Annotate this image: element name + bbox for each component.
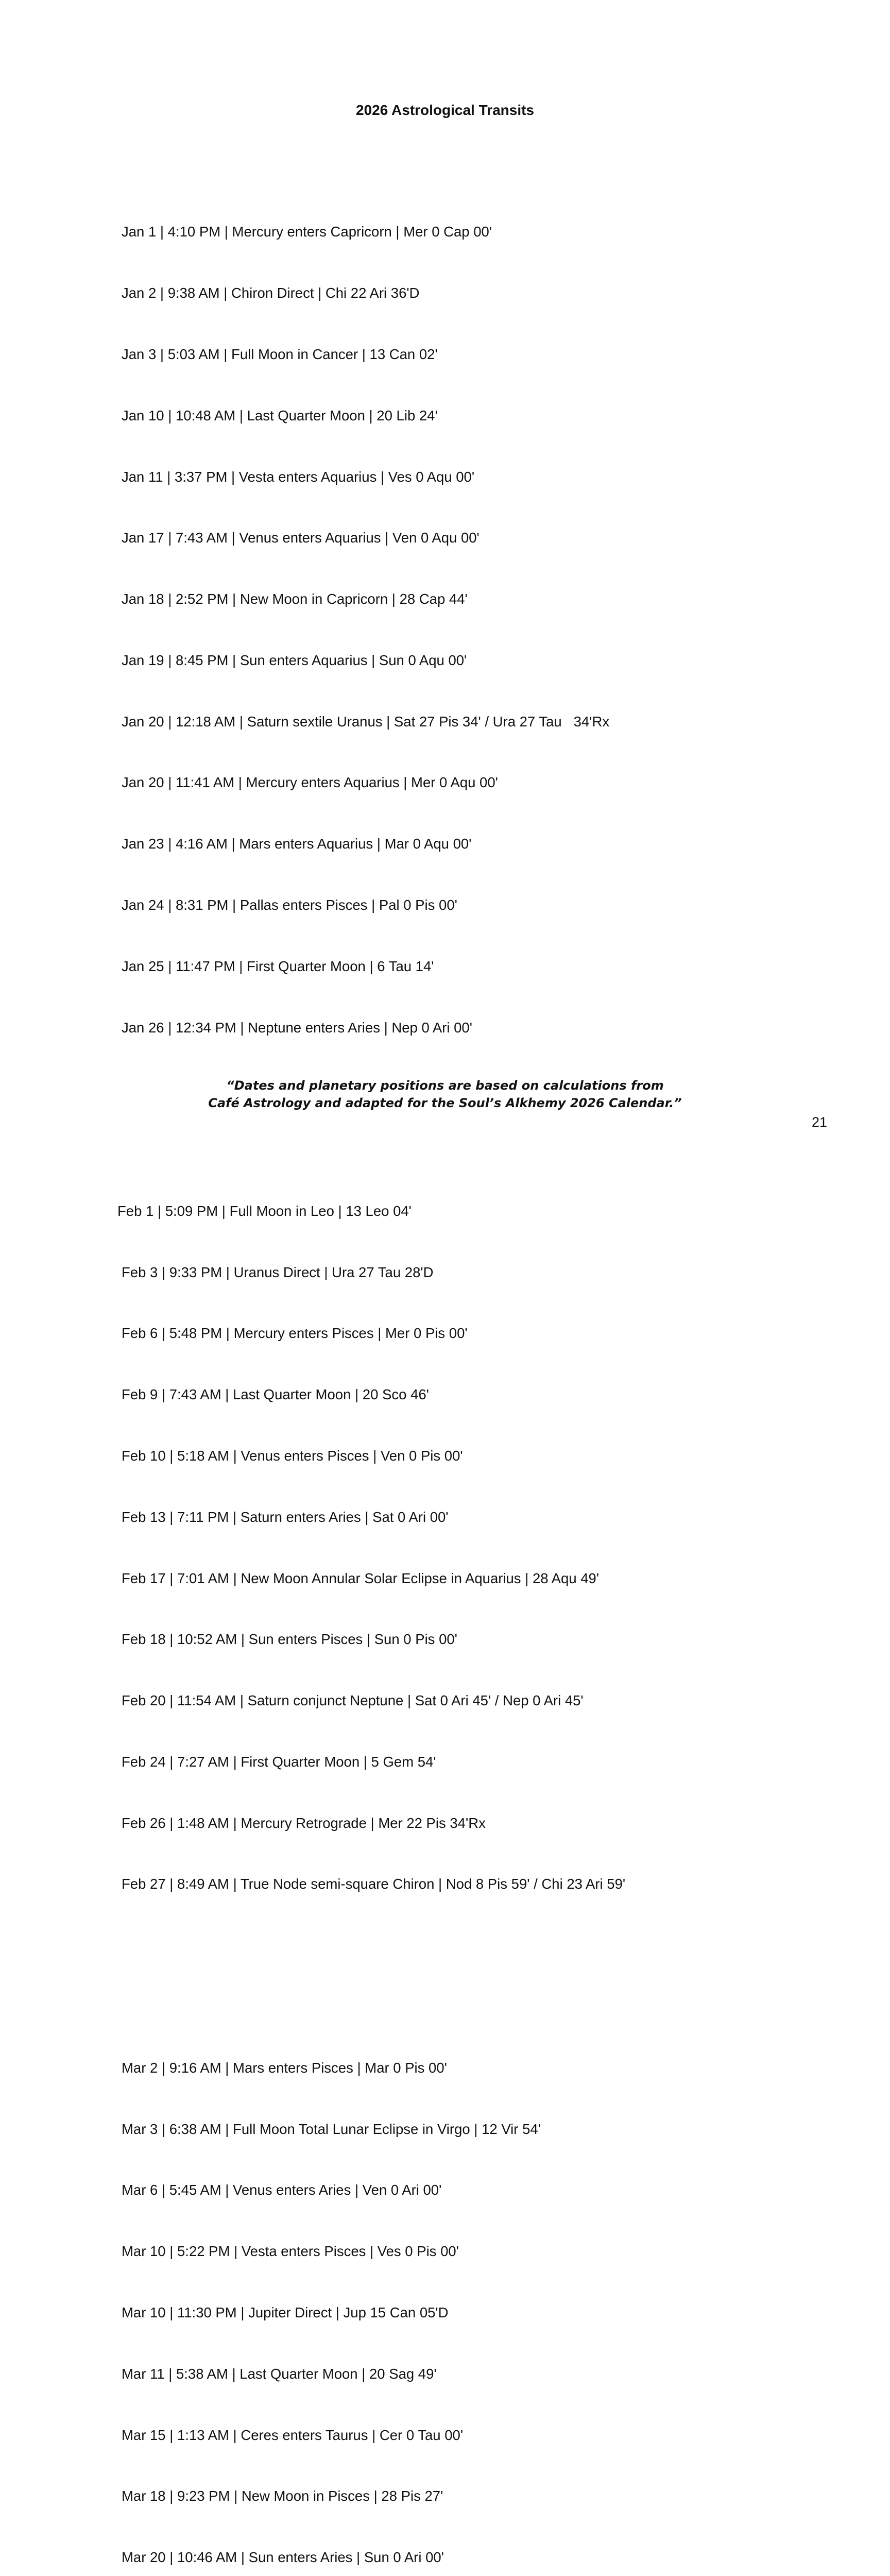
transit-entry: Jan 1 | 4:10 PM | Mercury enters Capricorn | Mer 0 Cap 00'	[122, 224, 492, 240]
transit-entry: Feb 3 | 9:33 PM | Uranus Direct | Ura 27 Tau 28'D	[122, 1264, 434, 1280]
transit-entry: Feb 9 | 7:43 AM | Last Quarter Moon | 20 Sco 46'	[122, 1386, 429, 1403]
transit-entry: Feb 13 | 7:11 PM | Saturn enters Aries | Sat 0 Ari 00'	[122, 1509, 449, 1525]
transit-entry: Feb 27 | 8:49 AM | True Node semi-square Chiron | Nod 8 Pis 59' / Chi 23 Ari 59'	[122, 1876, 626, 1892]
transit-entry: Jan 19 | 8:45 PM | Sun enters Aquarius | Sun 0 Aqu 00'	[122, 652, 467, 668]
transit-entry: Mar 2 | 9:16 AM | Mars enters Pisces | Mar 0 Pis 00'	[122, 2059, 447, 2076]
transit-entry: Jan 25 | 11:47 PM | First Quarter Moon | 6 Tau 14'	[122, 958, 434, 974]
page-title: 2026 Astrological Transits	[356, 102, 534, 118]
transit-entry: Mar 3 | 6:38 AM | Full Moon Total Lunar Eclipse in Virgo | 12 Vir 54'	[122, 2121, 541, 2137]
transit-entry: Mar 6 | 5:45 AM | Venus enters Aries | Ven 0 Ari 00'	[122, 2182, 442, 2198]
transit-entry: Jan 26 | 12:34 PM | Neptune enters Aries | Nep 0 Ari 00'	[122, 1019, 472, 1036]
transit-entry: Feb 17 | 7:01 AM | New Moon Annular Solar Eclipse in Aquarius | 28 Aqu 49'	[122, 1570, 600, 1586]
transit-entry: Jan 18 | 2:52 PM | New Moon in Capricorn | 28 Cap 44'	[122, 591, 468, 607]
footnote-line: “Dates and planetary positions are based on calculations from	[226, 1078, 664, 1093]
transit-entry: Feb 20 | 11:54 AM | Saturn conjunct Neptune | Sat 0 Ari 45' / Nep 0 Ari 45'	[122, 1692, 584, 1709]
transit-entry: Jan 2 | 9:38 AM | Chiron Direct | Chi 22 Ari 36'D	[122, 285, 420, 301]
transit-entry: Mar 10 | 11:30 PM | Jupiter Direct | Jup 15 Can 05'D	[122, 2304, 449, 2320]
transit-entry: Jan 17 | 7:43 AM | Venus enters Aquarius | Ven 0 Aqu 00'	[122, 530, 480, 546]
transit-entry: Feb 10 | 5:18 AM | Venus enters Pisces | Ven 0 Pis 00'	[122, 1448, 463, 1464]
transit-entry: Mar 10 | 5:22 PM | Vesta enters Pisces | Ves 0 Pis 00'	[122, 2243, 459, 2260]
transit-entry: Mar 11 | 5:38 AM | Last Quarter Moon | 20 Sag 49'	[122, 2365, 437, 2382]
month-block-february	[117, 1160, 626, 1936]
transit-entry: Jan 23 | 4:16 AM | Mars enters Aquarius | Mar 0 Aqu 00'	[122, 836, 472, 852]
transit-entry: Feb 26 | 1:48 AM | Mercury Retrograde | Mer 22 Pis 34'Rx	[122, 1815, 486, 1831]
transit-entry: Feb 24 | 7:27 AM | First Quarter Moon | 5 Gem 54'	[122, 1753, 436, 1770]
transit-entry: Jan 20 | 12:18 AM | Saturn sextile Uranus | Sat 27 Pis 34' / Ura 27 Tau 34'Rx	[122, 713, 610, 730]
footnote-line: Café Astrology and adapted for the Soul’s Alkhemy 2026 Calendar.”	[208, 1096, 682, 1110]
transit-entry: Feb 18 | 10:52 AM | Sun enters Pisces | Sun 0 Pis 00'	[122, 1631, 457, 1648]
transit-entry: Mar 18 | 9:23 PM | New Moon in Pisces | 28 Pis 27'	[122, 2488, 443, 2504]
transit-entry: Jan 11 | 3:37 PM | Vesta enters Aquarius | Ves 0 Aqu 00'	[122, 468, 475, 485]
month-block-march	[122, 2017, 625, 2576]
transit-entry: Jan 20 | 11:41 AM | Mercury enters Aquarius | Mer 0 Aqu 00'	[122, 774, 498, 791]
source-footnote	[0, 1077, 890, 1112]
transit-entry: Mar 15 | 1:13 AM | Ceres enters Taurus | Cer 0 Tau 00'	[122, 2427, 464, 2443]
transit-entry: Jan 3 | 5:03 AM | Full Moon in Cancer | 13 Can 02'	[122, 346, 438, 362]
transit-entry: Jan 10 | 10:48 AM | Last Quarter Moon | 20 Lib 24'	[122, 407, 438, 423]
transit-list	[117, 140, 626, 2576]
page-number: 21	[812, 1114, 828, 1130]
transit-entry: Mar 20 | 10:46 AM | Sun enters Aries | Sun 0 Ari 00'	[122, 2549, 444, 2566]
transit-entry: Feb 6 | 5:48 PM | Mercury enters Pisces | Mer 0 Pis 00'	[122, 1325, 468, 1342]
month-block-january	[122, 181, 625, 1078]
transit-entry: Jan 24 | 8:31 PM | Pallas enters Pisces | Pal 0 Pis 00'	[122, 896, 457, 913]
transit-entry: Feb 1 | 5:09 PM | Full Moon in Leo | 13 Leo 04'	[117, 1202, 412, 1219]
